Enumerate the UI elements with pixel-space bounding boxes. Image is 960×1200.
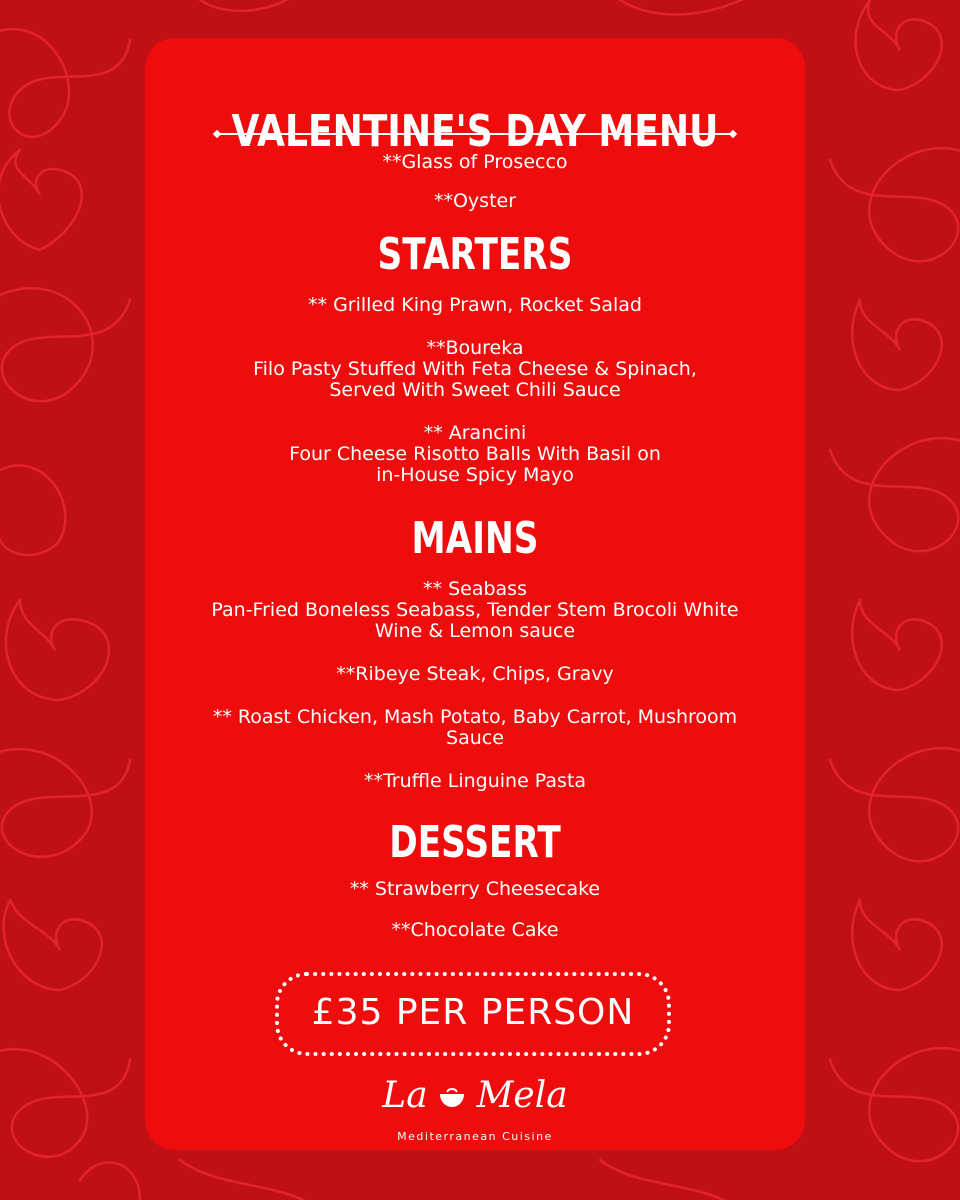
section-heading-dessert: DESSERT — [389, 817, 561, 868]
starter-item: **Boureka Filo Pasty Stuffed With Feta Cheese & Spinach, Served With Sweet Chili Sauce — [253, 337, 697, 401]
main-item: **Truffle Linguine Pasta — [363, 770, 587, 792]
main-item: ** Roast Chicken, Mash Potato, Baby Carrot, Mushroom Sauce — [212, 706, 738, 749]
logo-tagline: Mediterranean Cuisine — [397, 1130, 553, 1143]
section-heading-starters: STARTERS — [377, 229, 573, 280]
welcome-item: **Glass of Prosecco — [382, 151, 568, 173]
bowl-icon — [439, 1088, 465, 1108]
main-item: **Ribeye Steak, Chips, Gravy — [336, 663, 614, 685]
price-label: £35 PER PERSON — [311, 992, 635, 1033]
logo-word-la: La — [382, 1075, 428, 1116]
starter-item: ** Grilled King Prawn, Rocket Salad — [308, 294, 642, 316]
logo-wordmark — [375, 1074, 575, 1118]
price-badge — [274, 971, 672, 1057]
dessert-item: **Chocolate Cake — [391, 919, 559, 941]
starter-item: ** Arancini Four Cheese Risotto Balls With Basil on in-House Spicy Mayo — [289, 422, 661, 486]
section-heading-mains: MAINS — [411, 513, 539, 564]
la-mela-logo — [375, 1074, 575, 1144]
menu-title: VALENTINE'S DAY MENU — [231, 106, 719, 157]
title-divider — [213, 130, 737, 138]
welcome-item: **Oyster — [433, 190, 517, 212]
logo-word-mela: Mela — [476, 1075, 568, 1116]
main-item: ** Seabass Pan-Fried Boneless Seabass, Tender Stem Brocoli White Wine & Lemon sauce — [211, 578, 739, 642]
menu-card — [145, 38, 805, 1150]
dessert-item: ** Strawberry Cheesecake — [349, 878, 601, 900]
